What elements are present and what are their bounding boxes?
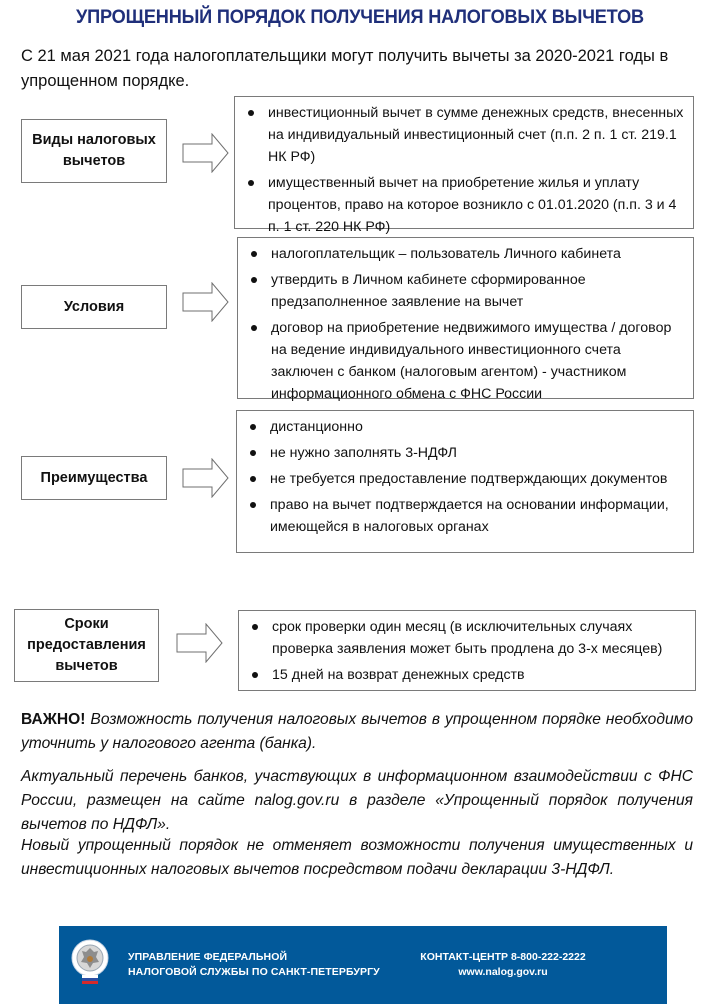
section-label-conditions	[21, 285, 167, 329]
contact-info	[413, 950, 593, 980]
list-item: право на вычет подтверждается на основании информации, имеющейся в налоговых органах	[247, 494, 685, 538]
fns-emblem-icon	[70, 938, 110, 988]
banks-text: Актуальный перечень банков, участвующих в информационном взаимодействии с ФНС России, размещен на сайте nalog.gov.ru в разделе «Упрощенный порядок получения вычетов по НДФЛ».	[21, 768, 693, 833]
arrow-right-icon	[182, 458, 230, 498]
organization-name: УПРАВЛЕНИЕ ФЕДЕРАЛЬНОЙ НАЛОГОВОЙ СЛУЖБЫ ПО САНКТ-ПЕТЕРБУРГУ	[128, 951, 380, 978]
section-label-text: Виды налоговых вычетов	[32, 132, 156, 169]
important-label: ВАЖНО!	[21, 711, 86, 728]
section-label-terms	[14, 609, 159, 682]
page-title: УПРОЩЕННЫЙ ПОРЯДОК ПОЛУЧЕНИЯ НАЛОГОВЫХ ВЫЧЕТОВ	[76, 6, 644, 28]
contact-phone: КОНТАКТ-ЦЕНТР 8-800-222-2222	[420, 951, 586, 963]
banks-note	[21, 765, 693, 837]
bullet-icon	[250, 502, 256, 508]
bullet-icon	[251, 325, 257, 331]
bullet-icon	[250, 424, 256, 430]
list-item: имущественный вычет на приобретение жилья и уплату процентов, право на которое возникло с 01.01.2020 (п.п. 3 и 4 п. 1 ст. 220 НК РФ)	[245, 172, 685, 238]
section-content-conditions	[237, 237, 694, 402]
important-text: Возможность получения налоговых вычетов в упрощенном порядке необходимо уточнить у налогового агента (банка).	[21, 711, 693, 752]
list-item: не нужно заполнять 3-НДФЛ	[247, 442, 685, 464]
bullet-icon	[248, 110, 254, 116]
section-label-text: Преимущества	[40, 469, 148, 486]
section-content-advantages	[236, 410, 694, 553]
bullet-icon	[251, 277, 257, 283]
section-label-advantages	[21, 456, 167, 500]
section-label-text: Сроки предоставления вычетов	[27, 616, 146, 674]
section-label-deduction-types	[21, 119, 167, 183]
section-label-text: Условия	[63, 298, 125, 315]
list-item: договор на приобретение недвижимого имущества / договор на ведение индивидуального инвестиционного счета заключен с банком (налоговым агентом) - участником информационного обмена с ФНС России	[248, 317, 685, 405]
list-item: утвердить в Личном кабинете сформированное предзаполненное заявление на вычет	[248, 269, 685, 313]
declaration-text: Новый упрощенный порядок не отменяет возможности получения имущественных и инвестиционных налоговых вычетов посредством подачи декларации 3-НДФЛ.	[21, 837, 693, 878]
website-link[interactable]: www.nalog.gov.ru	[458, 966, 548, 978]
arrow-right-icon	[182, 282, 230, 322]
bullet-icon	[248, 180, 254, 186]
footer-banner	[59, 926, 667, 1004]
arrow-right-icon	[182, 133, 230, 173]
bullet-icon	[251, 251, 257, 257]
list-item: дистанционно	[247, 416, 685, 438]
intro-text: С 21 мая 2021 года налогоплательщики могут получить вычеты за 2020-2021 годы в упрощенном порядке.	[21, 47, 669, 90]
list-item: не требуется предоставление подтверждающих документов	[247, 468, 685, 490]
section-content-deduction-types	[234, 96, 694, 235]
arrow-right-icon	[176, 623, 224, 663]
bullet-icon	[252, 624, 258, 630]
section-content-terms	[238, 610, 696, 691]
list-item: налогоплательщик – пользователь Личного кабинета	[248, 243, 685, 265]
list-item: срок проверки один месяц (в исключительных случаях проверка заявления может быть продлена до 3-х месяцев)	[249, 616, 687, 660]
bullet-icon	[250, 450, 256, 456]
declaration-note	[21, 834, 693, 882]
bullet-icon	[250, 476, 256, 482]
list-item: 15 дней на возврат денежных средств	[249, 664, 687, 686]
bullet-icon	[252, 672, 258, 678]
important-note	[21, 708, 693, 756]
list-item: инвестиционный вычет в сумме денежных средств, внесенных на индивидуальный инвестиционный счет (п.п. 2 п. 1 ст. 219.1 НК РФ)	[245, 102, 685, 168]
